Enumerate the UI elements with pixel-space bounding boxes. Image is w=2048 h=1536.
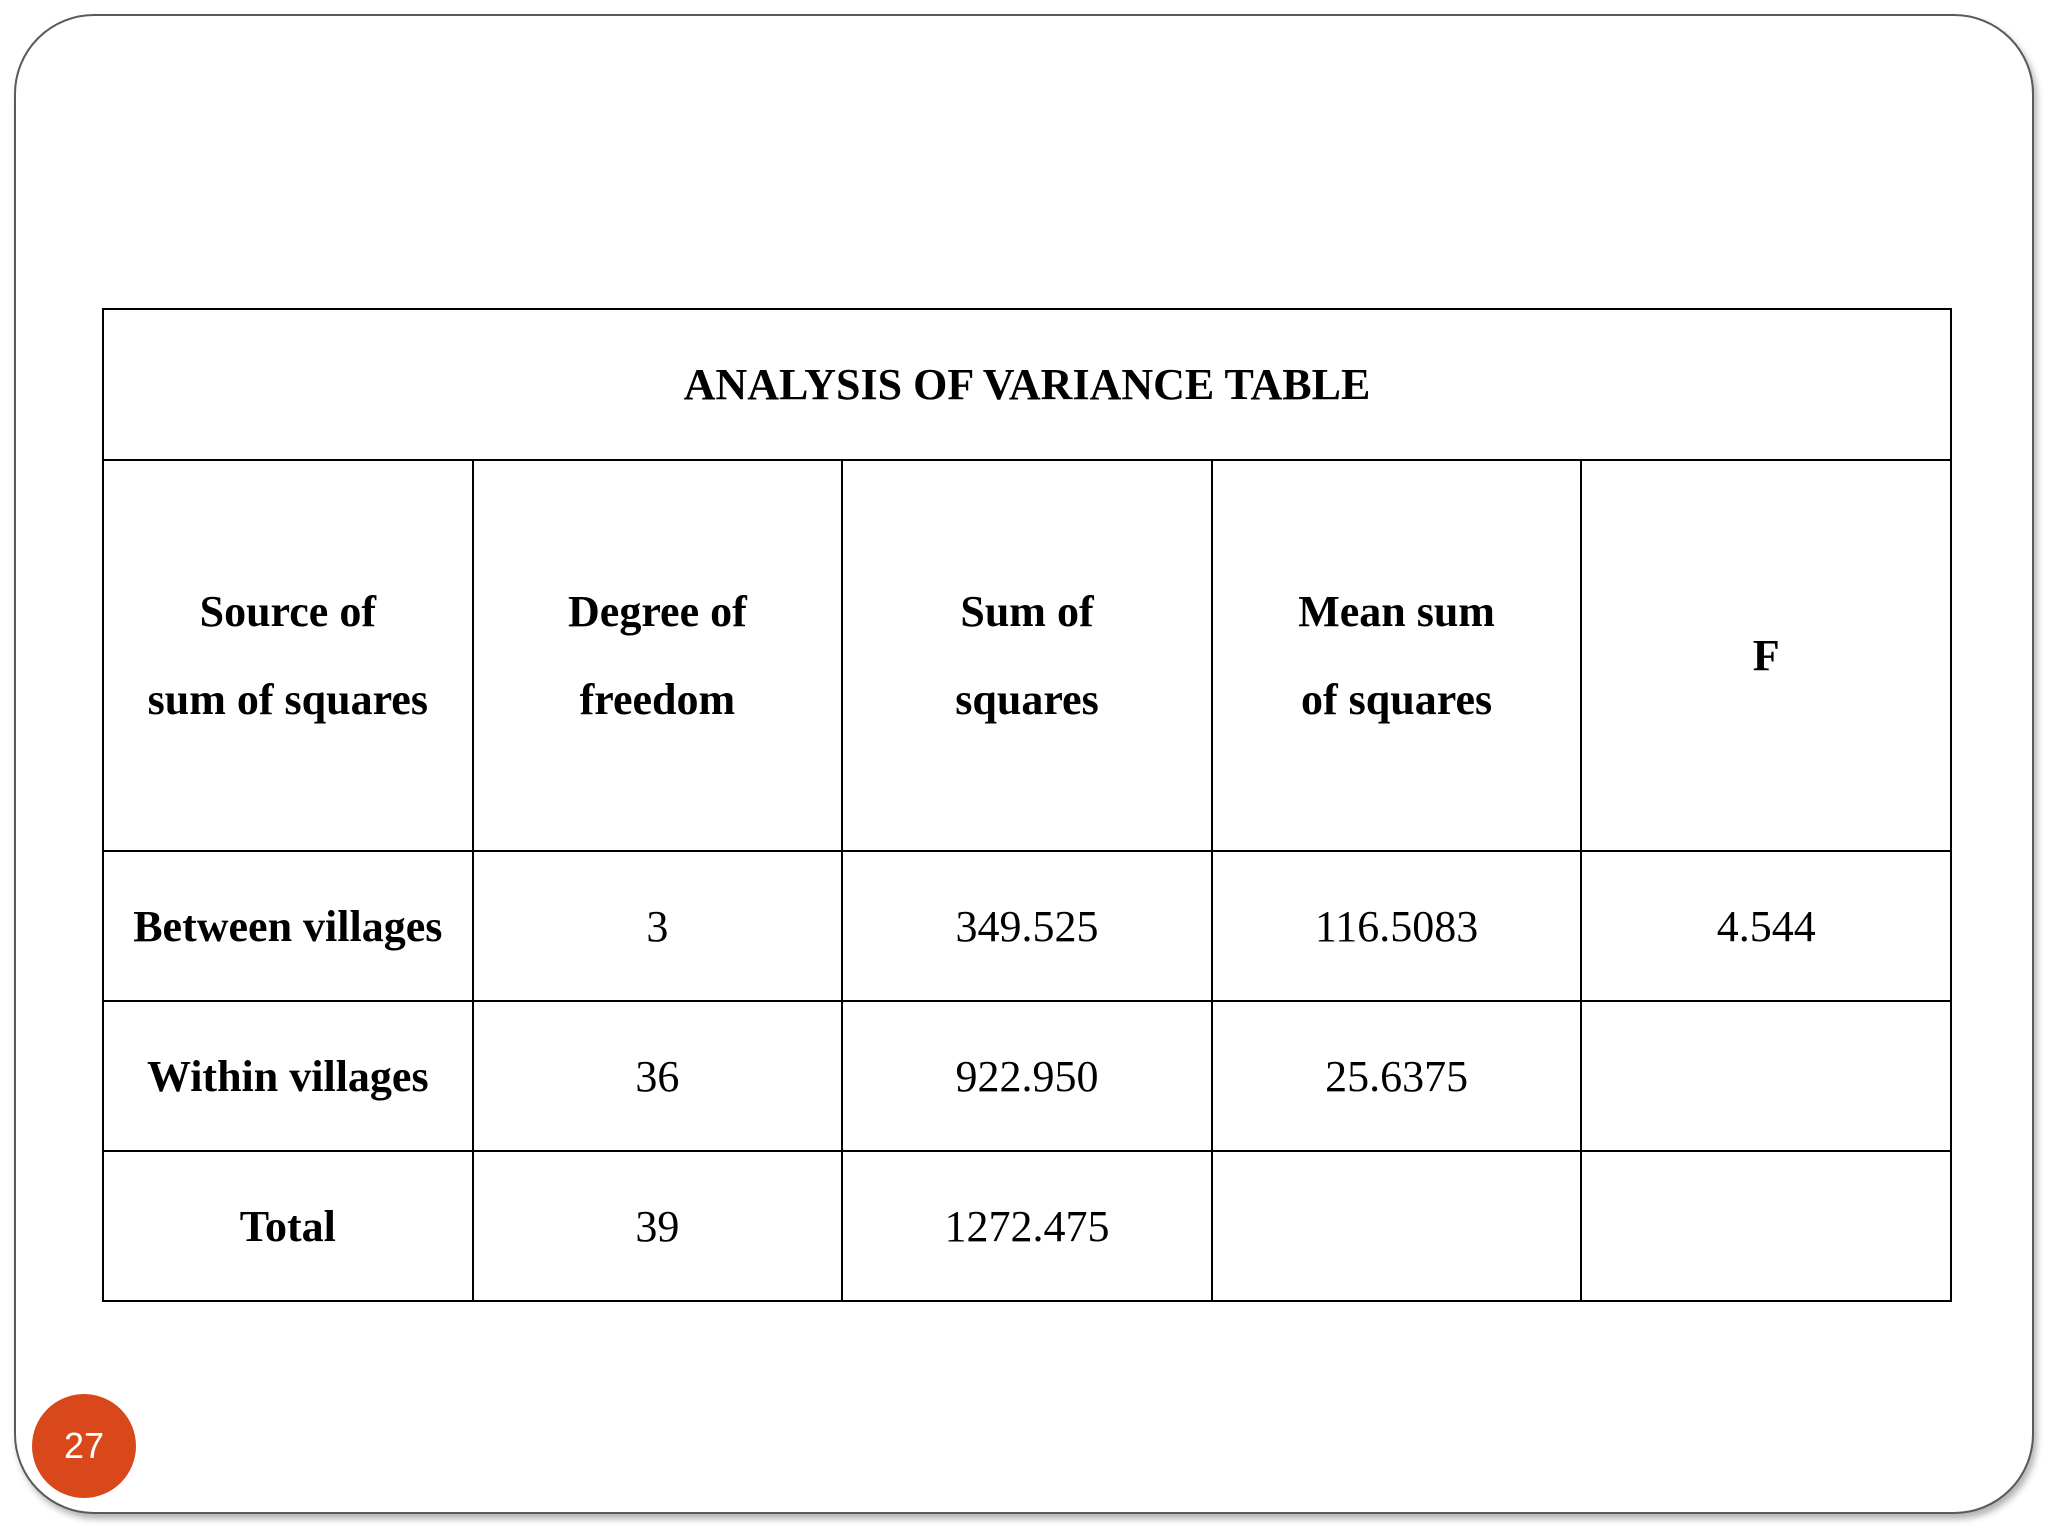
- header-df-line1: Degree of: [568, 586, 747, 636]
- page-number: 27: [63, 1425, 105, 1466]
- header-ms: [1212, 460, 1582, 851]
- row-source-cell: Between villages: [103, 851, 473, 1001]
- row-f-cell: [1581, 1001, 1951, 1151]
- row-ms-cell: 116.5083: [1212, 851, 1582, 1001]
- table-header-row: [103, 460, 1951, 851]
- table-title: ANALYSIS OF VARIANCE TABLE: [103, 309, 1951, 460]
- header-source-line2: sum of squares: [147, 674, 428, 724]
- header-ss-line2: squares: [955, 674, 1099, 724]
- header-ms-line1: Mean sum: [1298, 586, 1495, 636]
- header-source-line1: Source of: [199, 586, 376, 636]
- table-row: [103, 851, 1951, 1001]
- row-df-cell: 36: [473, 1001, 843, 1151]
- row-df-cell: 3: [473, 851, 843, 1001]
- row-df-cell: 39: [473, 1151, 843, 1301]
- row-f-cell: 4.544: [1581, 851, 1951, 1001]
- row-ss-cell: 349.525: [842, 851, 1212, 1001]
- table-title-row: [103, 309, 1951, 460]
- row-ms-cell: 25.6375: [1212, 1001, 1582, 1151]
- header-f-line1: F: [1752, 630, 1780, 680]
- header-ss-line1: Sum of: [960, 586, 1094, 636]
- header-df-line2: freedom: [579, 674, 736, 724]
- row-ms-cell: [1212, 1151, 1582, 1301]
- page-number-badge: [32, 1394, 136, 1498]
- row-ss-cell: 922.950: [842, 1001, 1212, 1151]
- header-df: [473, 460, 843, 851]
- row-source-cell: Total: [103, 1151, 473, 1301]
- header-source: [103, 460, 473, 851]
- table-row: [103, 1151, 1951, 1301]
- table-row: [103, 1001, 1951, 1151]
- row-f-cell: [1581, 1151, 1951, 1301]
- row-ss-cell: 1272.475: [842, 1151, 1212, 1301]
- header-ms-line2: of squares: [1301, 674, 1493, 724]
- anova-table: [102, 308, 1952, 1302]
- row-source-cell: Within villages: [103, 1001, 473, 1151]
- header-ss: [842, 460, 1212, 851]
- header-f: [1581, 460, 1951, 851]
